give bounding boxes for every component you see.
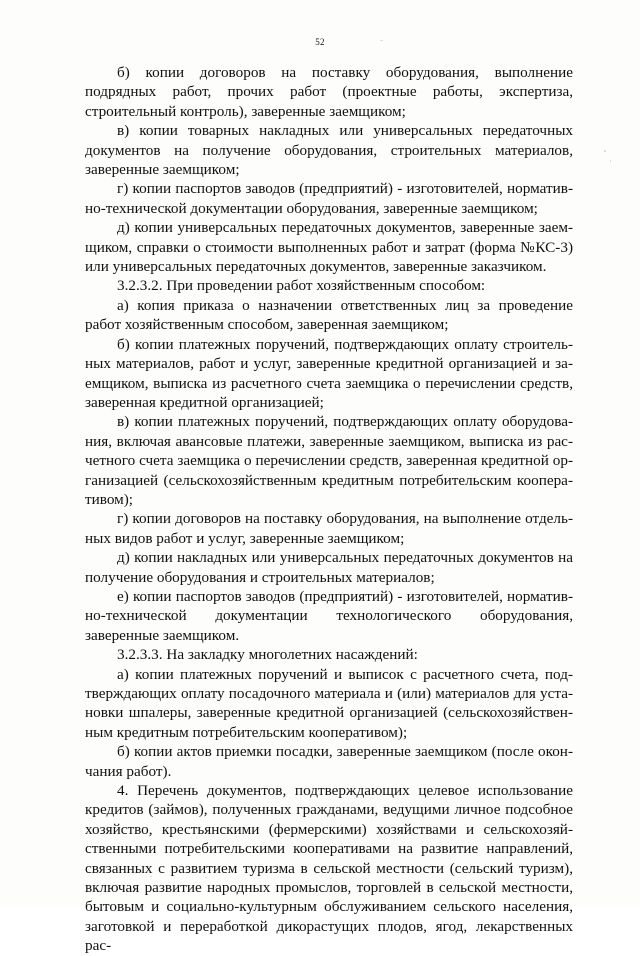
paragraph-v-equipment-payment: в) копии платежных поручений, подтверждающих оплату оборудования, включая авансовые платежи, заверенные заемщиком, выписка из расчетного счета заемщика о перечислении средств, заверенная кредитной организацией (сельскохозяйственным кредитным потребительским кооперативом); bbox=[85, 413, 573, 508]
paragraph-v-invoices: в) копии товарных накладных или универсальных передаточных документов на получение оборудования, строительных материалов, заверенные заемщиком; bbox=[85, 122, 573, 179]
paragraph-d-transfer-documents: д) копии универсальных передаточных документов, заверенные заемщиком, справки о стоимости выполненных работ и затрат (форма №КС-3) или универсальных передаточных документов, заверенные заказчиком. bbox=[85, 219, 573, 276]
paragraph-b-contracts: б) копии договоров на поставку оборудования, выполнение подрядных работ, прочих работ (проектные работы, экспертиза, строительный контроль), заверенные заемщиком; bbox=[85, 64, 573, 120]
scan-speckle bbox=[610, 160, 611, 162]
scan-speckle bbox=[380, 40, 383, 41]
document-body bbox=[85, 63, 573, 956]
section-heading-3-2-3-2: 3.2.3.2. При проведении работ хозяйственным способом: bbox=[117, 277, 486, 295]
paragraph-a-planting-payments: а) копии платежных поручений и выписок с расчетного счета, подтверждающих оплату посадочного материала и (или) материалов для установки шпалеры, заверенные кредитной организацией (сельскохозяйственным кредитным потребительским кооперативом); bbox=[85, 665, 573, 741]
scan-speckle bbox=[604, 150, 606, 152]
page-number: 52 bbox=[315, 37, 325, 47]
paragraph-a-order: а) копия приказа о назначении ответственных лиц за проведение работ хозяйственным способом, заверенная заемщиком; bbox=[85, 296, 573, 334]
paragraph-d-waybills: д) копии накладных или универсальных передаточных документов на получение оборудования и строительных материалов; bbox=[85, 549, 573, 586]
section-4-list: 4. Перечень документов, подтверждающих целевое использование кредитов (займов), полученных гражданами, ведущими личное подсобное хозяйство, крестьянскими (фермерскими) хозяйствами и сельскохозяйственными потребительскими кооперативами на развитие направлений, связанных с развитием туризма в сельской местности (сельский туризм), включая развитие народных промыслов, торговлей в сельской местности, бытовым и социально-культурным обслуживанием сельского населения, заготовкой и переработкой дикорастущих плодов, ягод, лекарственных рас- bbox=[85, 782, 573, 955]
paragraph-g-supply-contracts: г) копии договоров на поставку оборудования, на выполнение отдельных видов работ и услуг, заверенные заемщиком; bbox=[85, 510, 573, 547]
paragraph-b-payment-orders: б) копии платежных поручений, подтверждающих оплату строительных материалов, работ и услуг, заверенные кредитной организацией и заемщиком, выписка из расчетного счета заемщика о перечислении средств, заверенная кредитной организацией; bbox=[85, 335, 573, 411]
section-heading-3-2-3-3: 3.2.3.3. На закладку многолетних насаждений: bbox=[117, 646, 418, 664]
scan-speckle bbox=[330, 878, 332, 879]
paragraph-b-acceptance-acts: б) копии актов приемки посадки, заверенные заемщиком (после окончания работ). bbox=[85, 743, 573, 780]
paragraph-g-passports: г) копии паспортов заводов (предприятий) - изготовителей, нормативно-технической документации оборудования, заверенные заемщиком; bbox=[85, 180, 573, 217]
scan-speckle bbox=[205, 877, 207, 878]
scan-speckle bbox=[150, 876, 152, 877]
paragraph-e-passports: е) копии паспортов заводов (предприятий) - изготовителей, нормативно-технической документации технологического оборудования, заверенные заемщиком. bbox=[85, 587, 573, 644]
